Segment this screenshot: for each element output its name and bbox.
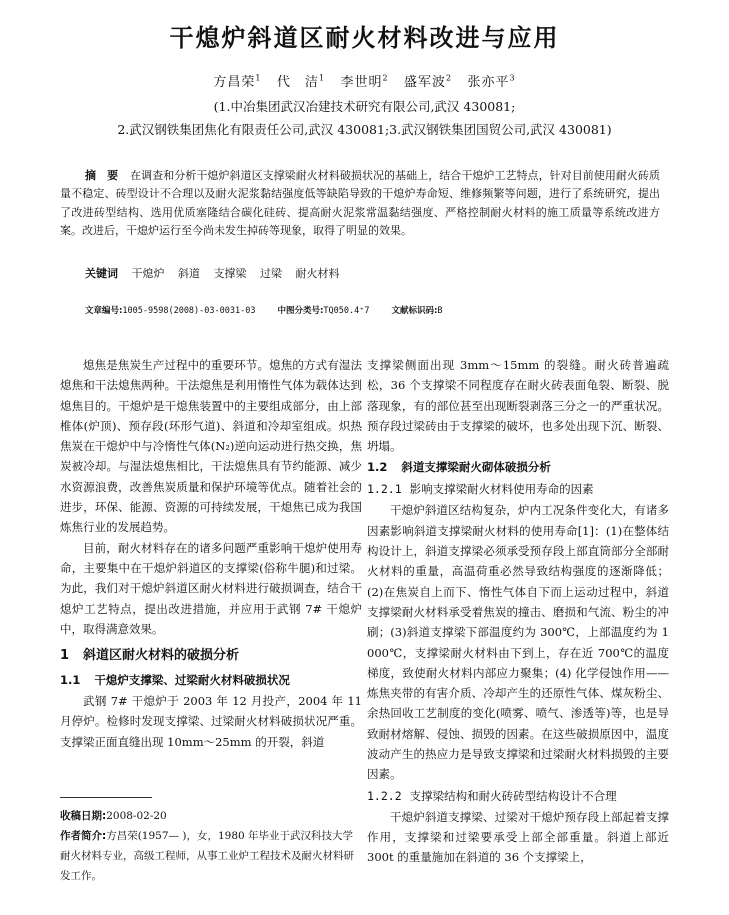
abstract	[60, 167, 660, 241]
author: 盛军波$^2$	[403, 73, 453, 90]
body-paragraph: 干熄炉斜道区结构复杂，炉内工况条件变化大，有诸多因素影响斜道支撑梁耐火材料的使用寿命[1]：(1)在整体结构设计上，斜道支撑梁必须承受预存段上部直筒部分全部耐火材料的重量，高温荷重必然导致结构强度的逐渐降低；(2)在焦炭自上而下、惰性气体自下而上运动过程中，斜道支撑梁耐火材料承受着焦炭的撞击、磨损和气流、粉尘的冲刷；(3)斜道支撑梁下部温度约为 300℃，上部温度约为 1 000℃，支撑梁耐火材料由下到上，存在近 700℃的温度梯度，致使耐火材料内部应力聚集；(4) 化学侵蚀作用——炼焦夹带的有害介质、冷却产生的还原性气体、煤灰粉尘、余热回收工艺制度的变化(喷雾、喷气、渗透等)等，也是导致耐材熔解、侵蚀、损毁的因素。在这些破损原因中，温度波动产生的热应力是导致支撑梁和过梁耐火材料损毁的主要因素。	[367, 503, 669, 782]
author: 李世明$^2$	[340, 73, 389, 90]
footnote-divider	[60, 797, 152, 798]
footnote	[60, 806, 362, 886]
keyword: 支撑梁	[213, 267, 247, 280]
affiliation-line: 2.武汉钢铁集团焦化有限责任公司,武汉 430081;3.武汉钢铁集团国贸公司,武汉 430081)	[117, 122, 612, 137]
keyword: 过梁	[260, 267, 282, 280]
affiliation-line: (1.中冶集团武汉冶建技术研究有限公司,武汉 430081;	[213, 99, 516, 114]
subsection-heading: 1.1 干熄炉支撑梁、过梁耐火材料破损状况	[60, 673, 290, 688]
body-column-left	[60, 355, 362, 752]
received-date: 2008-02-20	[106, 810, 167, 822]
keywords-label: 关键词	[85, 267, 118, 280]
article-number: 1005-9598(2008)-03-0031-03	[122, 306, 256, 316]
section-heading: 1 斜道区耐火材料的破损分析	[60, 648, 240, 664]
clc-number: TQ050.4⁺7	[323, 306, 370, 316]
author: 代 洁$^1$	[276, 73, 326, 90]
body-paragraph: 目前，耐火材料存在的诸多问题严重影响干熄炉使用寿命，主要集中在干熄炉斜道区的支撑梁(俗称牛腿)和过梁。为此，我们对干熄炉斜道区耐火材料进行破损调查，结合干熄炉工艺特点，提出改进措施，并应用于武钢 7# 干熄炉中，取得满意效果。	[60, 540, 362, 636]
author: 方昌荣$^1$	[213, 73, 262, 90]
keyword: 干熄炉	[131, 267, 165, 280]
subsection-heading: 1.2 斜道支撑梁耐火砌体破损分析	[367, 460, 551, 475]
author: 张亦平$^3$	[467, 73, 516, 90]
article-number-label: 文章编号:	[85, 306, 123, 316]
body-paragraph: 干熄炉斜道支撑梁、过梁对干熄炉预存段上部起着支撑作用，支撑梁和过梁要承受上部全部重量。斜道上部近 300t 的重量施加在斜道的 36 个支撑梁上，	[367, 809, 669, 865]
abstract-label: 摘 要	[85, 169, 119, 182]
doc-code: B	[437, 306, 443, 316]
doc-code-label: 文献标识码:	[391, 306, 438, 316]
author-bio-label: 作者简介:	[60, 830, 107, 842]
body-column-right	[367, 355, 669, 868]
subsubsection-heading: 1.2.2 支撑梁结构和耐火砖砖型结构设计不合理	[367, 788, 617, 803]
body-paragraph: 熄焦是焦炭生产过程中的重要环节。熄焦的方式有湿法熄焦和干法熄焦两种。干法熄焦是利用惰性气体为载体达到熄焦目的。干熄炉是干熄焦装置中的主要组成部分，由上部椎体(炉顶)、预存段(环形气道)、斜道和冷却室组成。炽热焦炭在干熄炉中与冷惰性气体(N₂)逆向运动进行热交换，焦炭被冷却。与湿法熄焦相比，干法熄焦具有节约能源、减少水资源浪费，改善焦炭质量和保护环境等优点。随着社会的进步，环保、能源、资源的可持续发展，干熄焦已成为我国炼焦行业的发展趋势。	[60, 358, 362, 535]
received-date-label: 收稿日期:	[60, 810, 107, 822]
keywords	[85, 266, 660, 282]
body-paragraph: 武钢 7# 干熄炉于 2003 年 12 月投产，2004 年 11 月停炉。检修时发现支撑梁、过梁耐火材料破损状况严重。支撑梁正面直缝出现 10mm～25mm 的开裂，斜道	[60, 694, 362, 749]
clc-label: 中图分类号:	[277, 306, 324, 316]
abstract-text: 在调查和分析干熄炉斜道区支撑梁耐火材料破损状况的基础上，结合干熄炉工艺特点，针对目前使用耐火砖质量不稳定、砖型设计不合理以及耐火泥浆黏结强度低等缺陷导致的干熄炉寿命短、维修频繁等问题，进行了系统研究，提出了改进砖型结构、选用优质塞隆结合碳化硅砖、提高耐火泥浆常温黏结强度、严格控制耐火材料的施工质量等系统改进方案。改进后，干熄炉运行至今尚未发生掉砖等现象，取得了明显的效果。	[60, 169, 661, 238]
author-bio: 方昌荣(1957— )，女，1980 年毕业于武汉科技大学耐火材料专业，高级工程师，从事工业炉工程技术及耐火材料研发工作。	[60, 830, 354, 882]
keyword: 斜道	[178, 267, 200, 280]
author-list	[0, 74, 729, 92]
keyword: 耐火材料	[295, 267, 340, 280]
paper-title: 干熄炉斜道区耐火材料改进与应用	[169, 24, 560, 52]
document-info	[85, 304, 685, 318]
body-paragraph: 支撑梁侧面出现 3mm～15mm 的裂缝。耐火砖普遍疏松，36 个支撑梁不同程度存在耐火砖表面龟裂、断裂、脱落现象，有的部位甚至出现断裂剥落三分之一的严重状况。预存段过梁砖由于支撑梁的破坏，也多处出现下沉、断裂、坍塌。	[367, 358, 669, 454]
subsubsection-heading: 1.2.1 影响支撑梁耐火材料使用寿命的因素	[367, 482, 594, 497]
